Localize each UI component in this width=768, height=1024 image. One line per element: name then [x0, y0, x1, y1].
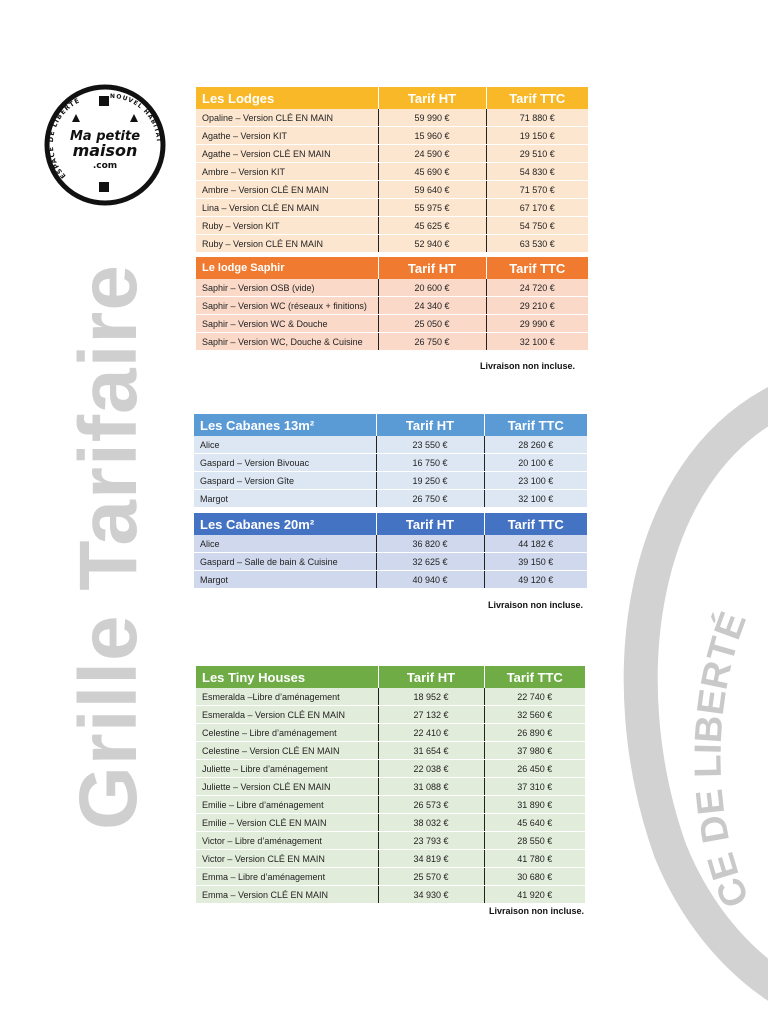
price-ht: 24 590 € [378, 145, 486, 163]
product-name: Juliette – Libre d’aménagement [196, 760, 378, 778]
delivery-note-cabanes: Livraison non incluse. [488, 600, 584, 610]
price-ht: 26 750 € [376, 490, 484, 508]
table-row [194, 490, 587, 508]
delivery-note-lodges: Livraison non incluse. [480, 361, 576, 371]
price-ht: 23 550 € [376, 436, 484, 454]
price-ht: 25 050 € [378, 315, 486, 333]
price-ttc: 37 310 € [484, 778, 585, 796]
table-row [196, 832, 585, 850]
column-header-ttc: Tarif TTC [486, 257, 588, 279]
price-ttc: 26 450 € [484, 760, 585, 778]
table-header-row [194, 414, 587, 436]
product-name: Alice [194, 436, 376, 454]
price-ttc: 28 550 € [484, 832, 585, 850]
product-name: Victor – Libre d’aménagement [196, 832, 378, 850]
table-row [196, 760, 585, 778]
table-row [196, 796, 585, 814]
table-row [196, 199, 588, 217]
price-ttc: 63 530 € [486, 235, 588, 253]
lodges-table [196, 87, 588, 253]
price-ttc: 54 750 € [486, 217, 588, 235]
table-row [196, 868, 585, 886]
price-ttc: 23 100 € [484, 472, 587, 490]
product-name: Lina – Version CLÉ EN MAIN [196, 199, 378, 217]
product-name: Victor – Version CLÉ EN MAIN [196, 850, 378, 868]
table-row [196, 279, 588, 297]
price-ht: 15 960 € [378, 127, 486, 145]
table-row [196, 109, 588, 127]
product-name: Esmeralda – Version CLÉ EN MAIN [196, 706, 378, 724]
brand-logo [44, 84, 166, 206]
table-row [196, 127, 588, 145]
product-name: Emma – Libre d’aménagement [196, 868, 378, 886]
table-header-row [196, 87, 588, 109]
price-ttc: 26 890 € [484, 724, 585, 742]
price-ht: 26 573 € [378, 796, 484, 814]
price-ttc: 30 680 € [484, 868, 585, 886]
column-header-ttc: Tarif TTC [484, 414, 587, 436]
price-ht: 25 570 € [378, 868, 484, 886]
product-name: Celestine – Libre d’aménagement [196, 724, 378, 742]
price-ttc: 41 920 € [484, 886, 585, 904]
price-ttc: 49 120 € [484, 571, 587, 589]
price-ttc: 28 260 € [484, 436, 587, 454]
price-ht: 24 340 € [378, 297, 486, 315]
column-header-ttc: Tarif TTC [484, 513, 587, 535]
table-row [196, 742, 585, 760]
price-ht: 55 975 € [378, 199, 486, 217]
price-ttc: 29 990 € [486, 315, 588, 333]
product-name: Emilie – Libre d’aménagement [196, 796, 378, 814]
product-name: Saphir – Version WC & Douche [196, 315, 378, 333]
price-ht: 40 940 € [376, 571, 484, 589]
table-row [196, 181, 588, 199]
price-ht: 45 690 € [378, 163, 486, 181]
table-row [196, 315, 588, 333]
table-row [196, 850, 585, 868]
logo-line2: maison [72, 141, 138, 160]
table-row [194, 571, 587, 589]
logo-line1: Ma petite [69, 129, 141, 144]
table-header-row [196, 257, 588, 279]
price-ht: 45 625 € [378, 217, 486, 235]
price-ttc: 37 980 € [484, 742, 585, 760]
product-name: Opaline – Version CLÉ EN MAIN [196, 109, 378, 127]
table-title: Les Tiny Houses [202, 669, 306, 685]
price-ht: 18 952 € [378, 688, 484, 706]
price-ttc: 24 720 € [486, 279, 588, 297]
table-row [196, 688, 585, 706]
product-name: Margot [194, 490, 376, 508]
table-title: Les Cabanes 20m² [200, 516, 315, 532]
price-ht: 19 250 € [376, 472, 484, 490]
price-ht: 38 032 € [378, 814, 484, 832]
table-row [194, 553, 587, 571]
column-header-ttc: Tarif TTC [484, 666, 585, 688]
price-ht: 36 820 € [376, 535, 484, 553]
price-ht: 34 819 € [378, 850, 484, 868]
table-row [196, 235, 588, 253]
product-name: Gaspard – Version Gîte [194, 472, 376, 490]
price-ht: 26 750 € [378, 333, 486, 351]
table-title: Le lodge Saphir [202, 262, 285, 274]
table-row [196, 778, 585, 796]
product-name: Alice [194, 535, 376, 553]
table-row [196, 814, 585, 832]
table-row [196, 297, 588, 315]
table-row [196, 145, 588, 163]
price-ht: 27 132 € [378, 706, 484, 724]
price-ht: 34 930 € [378, 886, 484, 904]
price-ttc: 67 170 € [486, 199, 588, 217]
column-header-ht: Tarif HT [378, 87, 486, 109]
delivery-note-tiny: Livraison non incluse. [489, 906, 585, 916]
table-row [194, 454, 587, 472]
product-name: Gaspard – Salle de bain & Cuisine [194, 553, 376, 571]
product-name: Gaspard – Version Bivouac [194, 454, 376, 472]
price-ttc: 19 150 € [486, 127, 588, 145]
product-name: Saphir – Version OSB (vide) [196, 279, 378, 297]
logo-ring-right: NOUVEL HABITAT [109, 92, 163, 144]
product-name: Esmeralda –Libre d’aménagement [196, 688, 378, 706]
product-name: Juliette – Version CLÉ EN MAIN [196, 778, 378, 796]
cabanes13-table [194, 414, 587, 508]
table-row [196, 886, 585, 904]
product-name: Emma – Version CLÉ EN MAIN [196, 886, 378, 904]
svg-text:CE DE LIBERTÉ [687, 606, 757, 913]
watermark-seal [600, 380, 768, 1020]
price-ht: 23 793 € [378, 832, 484, 850]
price-ht: 59 640 € [378, 181, 486, 199]
product-name: Margot [194, 571, 376, 589]
product-name: Ambre – Version CLÉ EN MAIN [196, 181, 378, 199]
price-ttc: 32 560 € [484, 706, 585, 724]
column-header-ttc: Tarif TTC [486, 87, 588, 109]
table-row [194, 535, 587, 553]
table-row [196, 706, 585, 724]
price-ttc: 32 100 € [484, 490, 587, 508]
column-header-ht: Tarif HT [378, 257, 486, 279]
price-ttc: 29 510 € [486, 145, 588, 163]
price-ttc: 29 210 € [486, 297, 588, 315]
product-name: Emilie – Version CLÉ EN MAIN [196, 814, 378, 832]
product-name: Ambre – Version KIT [196, 163, 378, 181]
table-title: Les Cabanes 13m² [200, 417, 315, 433]
table-title: Les Lodges [202, 90, 275, 106]
logo-line3: .com [92, 161, 118, 171]
price-ht: 52 940 € [378, 235, 486, 253]
logo-ring-left: ESPACE DE LIBERTÉ [46, 96, 82, 181]
column-header-ht: Tarif HT [376, 414, 484, 436]
product-name: Ruby – Version CLÉ EN MAIN [196, 235, 378, 253]
product-name: Agathe – Version KIT [196, 127, 378, 145]
watermark-text: CE DE LIBERTÉ [687, 606, 758, 914]
product-name: Saphir – Version WC, Douche & Cuisine [196, 333, 378, 351]
price-ttc: 22 740 € [484, 688, 585, 706]
price-ht: 31 654 € [378, 742, 484, 760]
price-ttc: 20 100 € [484, 454, 587, 472]
product-name: Saphir – Version WC (réseaux + finitions) [196, 297, 378, 315]
table-row [194, 472, 587, 490]
cabanes20-table [194, 513, 587, 589]
table-header-row [194, 513, 587, 535]
product-name: Ruby – Version KIT [196, 217, 378, 235]
table-row [196, 333, 588, 351]
price-ttc: 54 830 € [486, 163, 588, 181]
column-header-ht: Tarif HT [376, 513, 484, 535]
table-row [196, 217, 588, 235]
price-ht: 22 410 € [378, 724, 484, 742]
price-ttc: 31 890 € [484, 796, 585, 814]
price-ttc: 41 780 € [484, 850, 585, 868]
table-row [196, 163, 588, 181]
tiny-houses-table [196, 666, 585, 904]
price-ht: 32 625 € [376, 553, 484, 571]
price-ttc: 45 640 € [484, 814, 585, 832]
page-title-vertical: Grille Tarifaire [63, 264, 154, 830]
price-ht: 16 750 € [376, 454, 484, 472]
price-ht: 22 038 € [378, 760, 484, 778]
column-header-ht: Tarif HT [378, 666, 484, 688]
price-ht: 31 088 € [378, 778, 484, 796]
price-ttc: 71 570 € [486, 181, 588, 199]
saphir-table [196, 257, 588, 351]
product-name: Celestine – Version CLÉ EN MAIN [196, 742, 378, 760]
price-ttc: 39 150 € [484, 553, 587, 571]
price-ttc: 32 100 € [486, 333, 588, 351]
table-header-row [196, 666, 585, 688]
price-ht: 20 600 € [378, 279, 486, 297]
price-ht: 59 990 € [378, 109, 486, 127]
table-row [194, 436, 587, 454]
product-name: Agathe – Version CLÉ EN MAIN [196, 145, 378, 163]
price-ttc: 71 880 € [486, 109, 588, 127]
table-row [196, 724, 585, 742]
price-ttc: 44 182 € [484, 535, 587, 553]
